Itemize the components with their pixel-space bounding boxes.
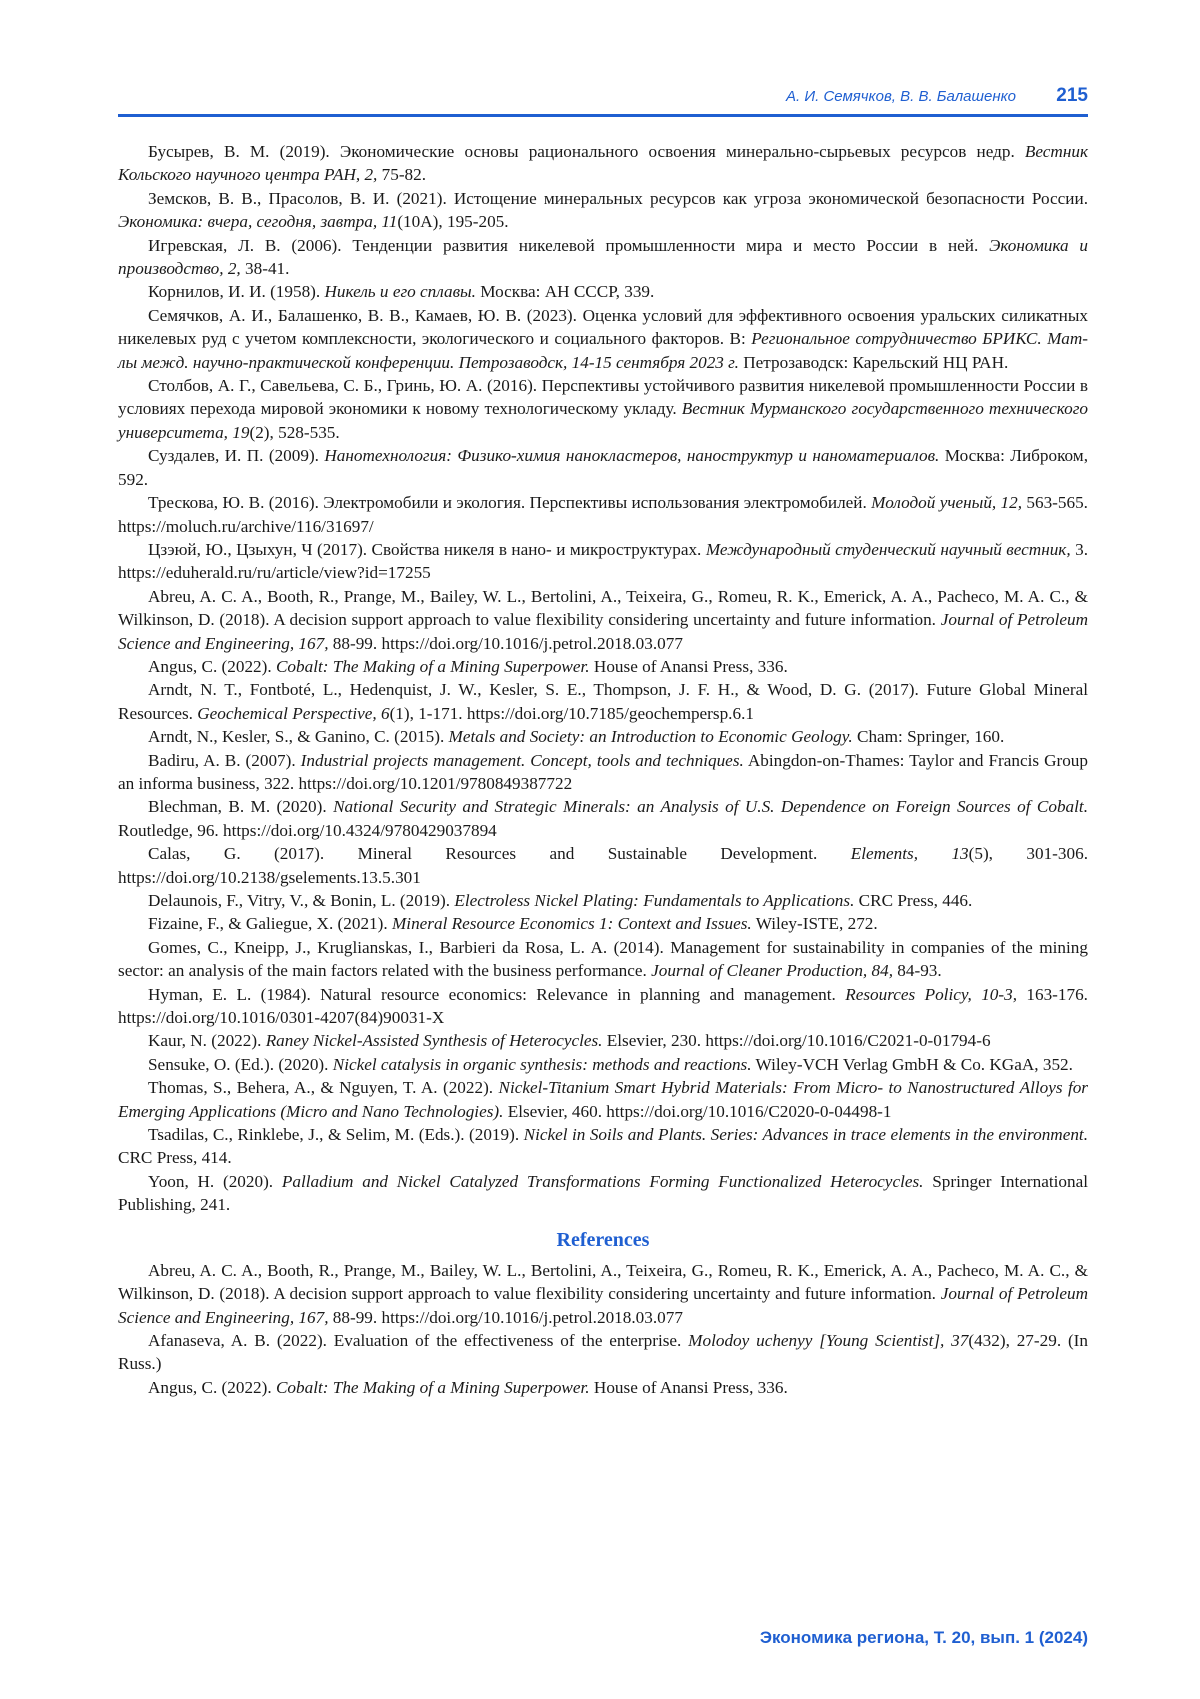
- reference-source: Metals and Society: an Introduction to Economic Geology.: [449, 727, 853, 746]
- reference-entry: [118, 234, 1088, 281]
- page-number: 215: [1056, 85, 1088, 107]
- reference-text: Thomas, S., Behera, A., & Nguyen, T. A. (2022).: [148, 1078, 498, 1097]
- reference-text: Kaur, N. (2022).: [148, 1031, 266, 1050]
- reference-text: Суздалев, И. П. (2009).: [148, 446, 324, 465]
- bibliography-list: [118, 140, 1088, 1217]
- reference-details: CRC Press, 446.: [854, 891, 972, 910]
- reference-details: Elsevier, 460. https://doi.org/10.1016/C2020-0-04498-1: [503, 1102, 891, 1121]
- reference-source: Raney Nickel-Assisted Synthesis of Heterocycles.: [266, 1031, 603, 1050]
- reference-details: 88-99. https://doi.org/10.1016/j.petrol.2018.03.077: [329, 1308, 683, 1327]
- reference-source: Региональное сотрудничество БРИКС. Мат-лы межд. научно-практической конференции. Петрозаводск, 14-15 сентября 2023 г.: [118, 329, 1088, 371]
- reference-source: Resources Policy, 10-3,: [845, 985, 1017, 1004]
- reference-source: Международный студенческий научный вестник,: [706, 540, 1071, 559]
- reference-entry: [118, 1123, 1088, 1170]
- reference-entry: [118, 889, 1088, 912]
- reference-text: Корнилов, И. И. (1958).: [148, 282, 325, 301]
- reference-details: Москва: Либроком, 592.: [118, 446, 1088, 488]
- reference-details: Abingdon-on-Thames: Taylor and Francis Group an informa business, 322. https://doi.org/10.1201/9780849387722: [118, 751, 1088, 793]
- reference-text: Бусырев, В. М. (2019). Экономические основы рационального освоения минерально-сырьевых ресурсов недр.: [148, 142, 1025, 161]
- reference-source: Industrial projects management. Concept, tools and techniques.: [301, 751, 744, 770]
- reference-details: Elsevier, 230. https://doi.org/10.1016/C2021-0-01794-6: [602, 1031, 990, 1050]
- reference-text: Calas, G. (2017). Mineral Resources and Sustainable Development.: [148, 844, 851, 863]
- reference-text: Abreu, A. C. A., Booth, R., Prange, M., Bailey, W. L., Bertolini, A., Teixeira, G., Romeu, R. K., Emerick, A. A., Pacheco, M. A. C., & Wilkinson, D. (2018). A decision support approach to value flexibility considering uncertainty and future information.: [118, 1261, 1088, 1303]
- reference-details: CRC Press, 414.: [118, 1148, 232, 1167]
- reference-entry: [118, 1076, 1088, 1123]
- reference-source: Molodoy uchenyy [Young Scientist], 37: [688, 1331, 968, 1350]
- reference-entry: [118, 140, 1088, 187]
- reference-text: Badiru, A. B. (2007).: [148, 751, 301, 770]
- reference-entry: [118, 187, 1088, 234]
- reference-source: Вестник Мурманского государственного технического университета, 19: [118, 399, 1088, 441]
- reference-source: Nickel catalysis in organic synthesis: methods and reactions.: [333, 1055, 752, 1074]
- reference-details: (432), 27-29. (In Russ.): [118, 1331, 1088, 1373]
- references-heading: References: [118, 1227, 1088, 1253]
- header-authors: А. И. Семячков, В. В. Балашенко: [786, 88, 1016, 105]
- reference-entry: [118, 749, 1088, 796]
- reference-source: Никель и его сплавы.: [325, 282, 476, 301]
- reference-entry: [118, 585, 1088, 655]
- reference-entry: [118, 1259, 1088, 1329]
- reference-details: House of Anansi Press, 336.: [590, 1378, 788, 1397]
- reference-details: (1), 1-171. https://doi.org/10.7185/geochempersp.6.1: [390, 704, 754, 723]
- reference-entry: [118, 1329, 1088, 1376]
- reference-source: Mineral Resource Economics 1: Context and Issues.: [392, 914, 752, 933]
- reference-source: Молодой ученый, 12,: [871, 493, 1022, 512]
- journal-footer: Экономика региона, Т. 20, вып. 1 (2024): [760, 1628, 1088, 1648]
- reference-text: Семячков, А. И., Балашенко, В. В., Камаев, Ю. В. (2023). Оценка условий для эффективного освоения уральских силикатных никелевых руд с учетом комплексности, экологического и социального факторов. В:: [118, 306, 1088, 348]
- reference-source: Nickel-Titanium Smart Hybrid Materials: From Micro- to Nanostructured Alloys for Emerging Applications (Micro and Nano Technologies).: [118, 1078, 1088, 1120]
- running-header: [118, 82, 1088, 117]
- reference-details: 84-93.: [893, 961, 942, 980]
- reference-entry: [118, 1053, 1088, 1076]
- reference-source: Cobalt: The Making of a Mining Superpower.: [276, 1378, 590, 1397]
- reference-entry: [118, 678, 1088, 725]
- reference-text: Angus, C. (2022).: [148, 657, 276, 676]
- reference-source: Nickel in Soils and Plants. Series: Advances in trace elements in the environment.: [524, 1125, 1088, 1144]
- reference-text: Fizaine, F., & Galiegue, X. (2021).: [148, 914, 392, 933]
- reference-source: Нанотехнология: Физико-химия нанокластеров, наноструктур и наноматериалов.: [324, 446, 939, 465]
- reference-source: Journal of Petroleum Science and Engineering, 167,: [118, 1284, 1088, 1326]
- reference-entry: [118, 374, 1088, 444]
- reference-entry: [118, 304, 1088, 374]
- reference-source: Elements, 13: [851, 844, 969, 863]
- reference-source: Journal of Petroleum Science and Engineering, 167,: [118, 610, 1088, 652]
- reference-details: 75-82.: [377, 165, 426, 184]
- reference-details: House of Anansi Press, 336.: [590, 657, 788, 676]
- reference-text: Gomes, C., Kneipp, J., Kruglianskas, I., Barbieri da Rosa, L. A. (2014). Management for sustainability in companies of the mining sector: an analysis of the main factors related with the business performance.: [118, 938, 1088, 980]
- reference-text: Трескова, Ю. В. (2016). Электромобили и экология. Перспективы использования электромобилей.: [148, 493, 871, 512]
- reference-details: (5), 301-306. https://doi.org/10.2138/gselements.13.5.301: [118, 844, 1088, 886]
- reference-entry: [118, 983, 1088, 1030]
- reference-text: Afanaseva, A. B. (2022). Evaluation of the effectiveness of the enterprise.: [148, 1331, 688, 1350]
- reference-text: Arndt, N., Kesler, S., & Ganino, C. (2015).: [148, 727, 449, 746]
- reference-source: Вестник Кольского научного центра РАН, 2,: [118, 142, 1088, 184]
- reference-source: Journal of Cleaner Production, 84,: [651, 961, 893, 980]
- reference-details: Cham: Springer, 160.: [853, 727, 1005, 746]
- main-content: [118, 140, 1088, 1399]
- reference-details: (2), 528-535.: [249, 423, 339, 442]
- reference-entry: [118, 538, 1088, 585]
- reference-source: Экономика: вчера, сегодня, завтра, 11: [118, 212, 397, 231]
- references-list: [118, 1259, 1088, 1399]
- reference-entry: [118, 491, 1088, 538]
- reference-text: Angus, C. (2022).: [148, 1378, 276, 1397]
- reference-details: 38-41.: [241, 259, 290, 278]
- reference-text: Tsadilas, C., Rinklebe, J., & Selim, M. (Eds.). (2019).: [148, 1125, 524, 1144]
- reference-entry: [118, 936, 1088, 983]
- reference-details: 563-565. https://moluch.ru/archive/116/31697/: [118, 493, 1088, 535]
- reference-text: Blechman, B. M. (2020).: [148, 797, 333, 816]
- reference-source: Electroless Nickel Plating: Fundamentals to Applications.: [454, 891, 854, 910]
- reference-text: Игревская, Л. В. (2006). Тенденции развития никелевой промышленности мира и место России в ней.: [148, 236, 989, 255]
- reference-entry: [118, 444, 1088, 491]
- reference-details: 163-176. https://doi.org/10.1016/0301-4207(84)90031-X: [118, 985, 1088, 1027]
- reference-details: Москва: АН СССР, 339.: [476, 282, 654, 301]
- reference-source: National Security and Strategic Minerals: an Analysis of U.S. Dependence on Foreign Sources of Cobalt.: [333, 797, 1088, 816]
- reference-details: Routledge, 96. https://doi.org/10.4324/9780429037894: [118, 821, 497, 840]
- reference-entry: [118, 1029, 1088, 1052]
- reference-text: Sensuke, O. (Ed.). (2020).: [148, 1055, 333, 1074]
- reference-text: Цзэюй, Ю., Цзыхун, Ч (2017). Свойства никеля в нано- и микроструктурах.: [148, 540, 706, 559]
- reference-details: Springer International Publishing, 241.: [118, 1172, 1088, 1214]
- reference-details: Wiley-ISTE, 272.: [752, 914, 878, 933]
- reference-text: Hyman, E. L. (1984). Natural resource economics: Relevance in planning and management.: [148, 985, 845, 1004]
- reference-entry: [118, 1170, 1088, 1217]
- reference-text: Arndt, N. T., Fontboté, L., Hedenquist, J. W., Kesler, S. E., Thompson, J. F. H., & Wood, D. G. (2017). Future Global Mineral Resources.: [118, 680, 1088, 722]
- reference-entry: [118, 280, 1088, 303]
- reference-source: Geochemical Perspective, 6: [197, 704, 389, 723]
- reference-source: Cobalt: The Making of a Mining Superpower.: [276, 657, 590, 676]
- reference-text: Delaunois, F., Vitry, V., & Bonin, L. (2019).: [148, 891, 454, 910]
- reference-text: Yoon, H. (2020).: [148, 1172, 282, 1191]
- reference-entry: [118, 725, 1088, 748]
- reference-entry: [118, 1376, 1088, 1399]
- reference-details: (10А), 195-205.: [397, 212, 508, 231]
- reference-details: 3. https://eduherald.ru/ru/article/view?id=17255: [118, 540, 1088, 582]
- reference-entry: [118, 912, 1088, 935]
- reference-details: Петрозаводск: Карельский НЦ РАН.: [739, 353, 1008, 372]
- reference-entry: [118, 795, 1088, 842]
- reference-text: Abreu, A. C. A., Booth, R., Prange, M., Bailey, W. L., Bertolini, A., Teixeira, G., Romeu, R. K., Emerick, A. A., Pacheco, M. A. C., & Wilkinson, D. (2018). A decision support approach to value flexibility considering uncertainty and future information.: [118, 587, 1088, 629]
- reference-text: Столбов, А. Г., Савельева, С. Б., Гринь, Ю. А. (2016). Перспективы устойчивого развития никелевой промышленности России в условиях перехода мировой экономики к новому технологическому укладу.: [118, 376, 1088, 418]
- reference-text: Земсков, В. В., Прасолов, В. И. (2021). Истощение минеральных ресурсов как угроза экономической безопасности России.: [148, 189, 1088, 208]
- reference-entry: [118, 842, 1088, 889]
- reference-source: Palladium and Nickel Catalyzed Transformations Forming Functionalized Heterocycles.: [282, 1172, 924, 1191]
- reference-entry: [118, 655, 1088, 678]
- reference-details: Wiley-VCH Verlag GmbH & Co. KGaA, 352.: [752, 1055, 1073, 1074]
- reference-details: 88-99. https://doi.org/10.1016/j.petrol.2018.03.077: [329, 634, 683, 653]
- reference-source: Экономика и производство, 2,: [118, 236, 1088, 278]
